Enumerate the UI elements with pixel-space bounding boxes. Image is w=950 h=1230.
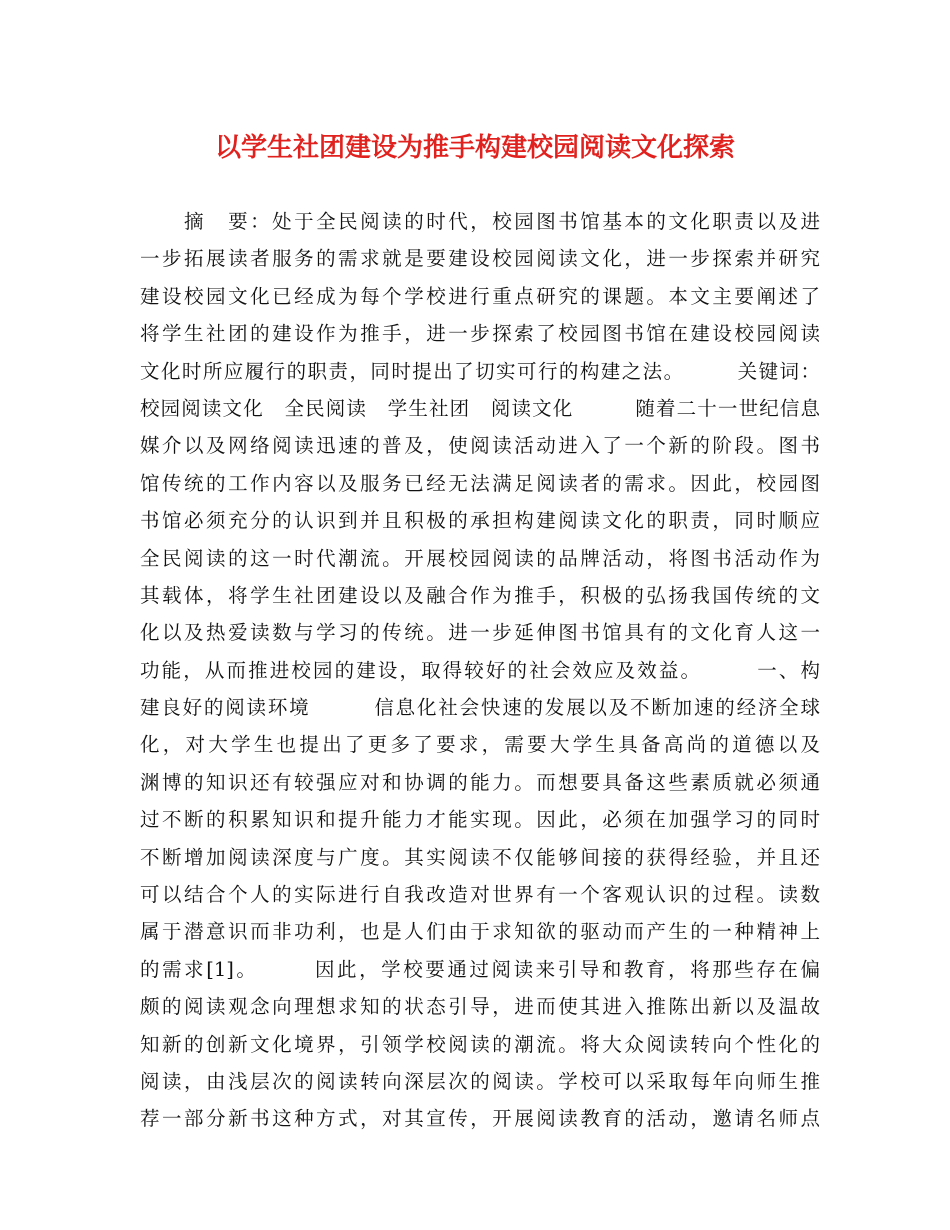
body-line: 知新的创新文化境界，引领学校阅读的潮流。将大众阅读转向个性化的 [140,1032,820,1056]
body-line: 建良好的阅读环境 信息化社会快速的发展以及不断加速的经济全球 [140,696,820,720]
body-line: 全民阅读的这一时代潮流。开展校园阅读的品牌活动，将图书活动作为 [140,546,820,570]
body-line: 不断增加阅读深度与广度。其实阅读不仅能够间接的获得经验，并且还 [140,845,820,869]
body-line: 可以结合个人的实际进行自我改造对世界有一个客观认识的过程。读数 [140,883,820,907]
body-line: 化以及热爱读数与学习的传统。进一步延伸图书馆具有的文化育人这一 [140,621,820,645]
body-line: 功能，从而推进校园的建设，取得较好的社会效应及效益。 一、构 [140,658,820,682]
body-line: 书馆必须充分的认识到并且积极的承担构建阅读文化的职责，同时顺应 [140,509,820,533]
body-line: 其载体，将学生社团建设以及融合作为推手，积极的弘扬我国传统的文 [140,583,820,607]
body-line: 文化时所应履行的职责，同时提出了切实可行的构建之法。 关键词： [140,359,820,383]
body-line: 渊博的知识还有较强应对和协调的能力。而想要具备这些素质就必须通 [140,770,820,794]
body-line: 校园阅读文化 全民阅读 学生社团 阅读文化 随着二十一世纪信息 [140,396,820,420]
body-line: 阅读，由浅层次的阅读转向深层次的阅读。学校可以采取每年向师生推 [140,1069,820,1093]
body-line: 化，对大学生也提出了更多了要求，需要大学生具备高尚的道德以及 [140,733,820,757]
body-line: 一步拓展读者服务的需求就是要建设校园阅读文化，进一步探索并研究 [140,247,820,271]
body-line: 媒介以及网络阅读迅速的普及，使阅读活动进入了一个新的阶段。图书 [140,434,820,458]
body-line: 荐一部分新书这种方式，对其宣传，开展阅读教育的活动，邀请名师点 [140,1107,820,1131]
body-line: 建设校园文化已经成为每个学校进行重点研究的课题。本文主要阐述了 [140,284,820,308]
body-line: 颇的阅读观念向理想求知的状态引导，进而使其进入推陈出新以及温故 [140,995,820,1019]
body-line: 摘 要：处于全民阅读的时代，校园图书馆基本的文化职责以及进 [140,210,820,233]
body-line: 的需求[1]。 因此，学校要通过阅读来引导和教育，将那些存在偏 [140,957,820,981]
document-body [140,203,820,1138]
body-line: 属于潜意识而非功利，也是人们由于求知欲的驱动而产生的一种精神上 [140,920,820,944]
body-line: 过不断的积累知识和提升能力才能实现。因此，必须在加强学习的同时 [140,808,820,832]
body-line: 将学生社团的建设作为推手，进一步探索了校园图书馆在建设校园阅读 [140,322,820,346]
document-title: 以学生社团建设为推手构建校园阅读文化探索 [214,133,735,163]
body-line: 馆传统的工作内容以及服务已经无法满足阅读者的需求。因此，校园图 [140,471,820,495]
